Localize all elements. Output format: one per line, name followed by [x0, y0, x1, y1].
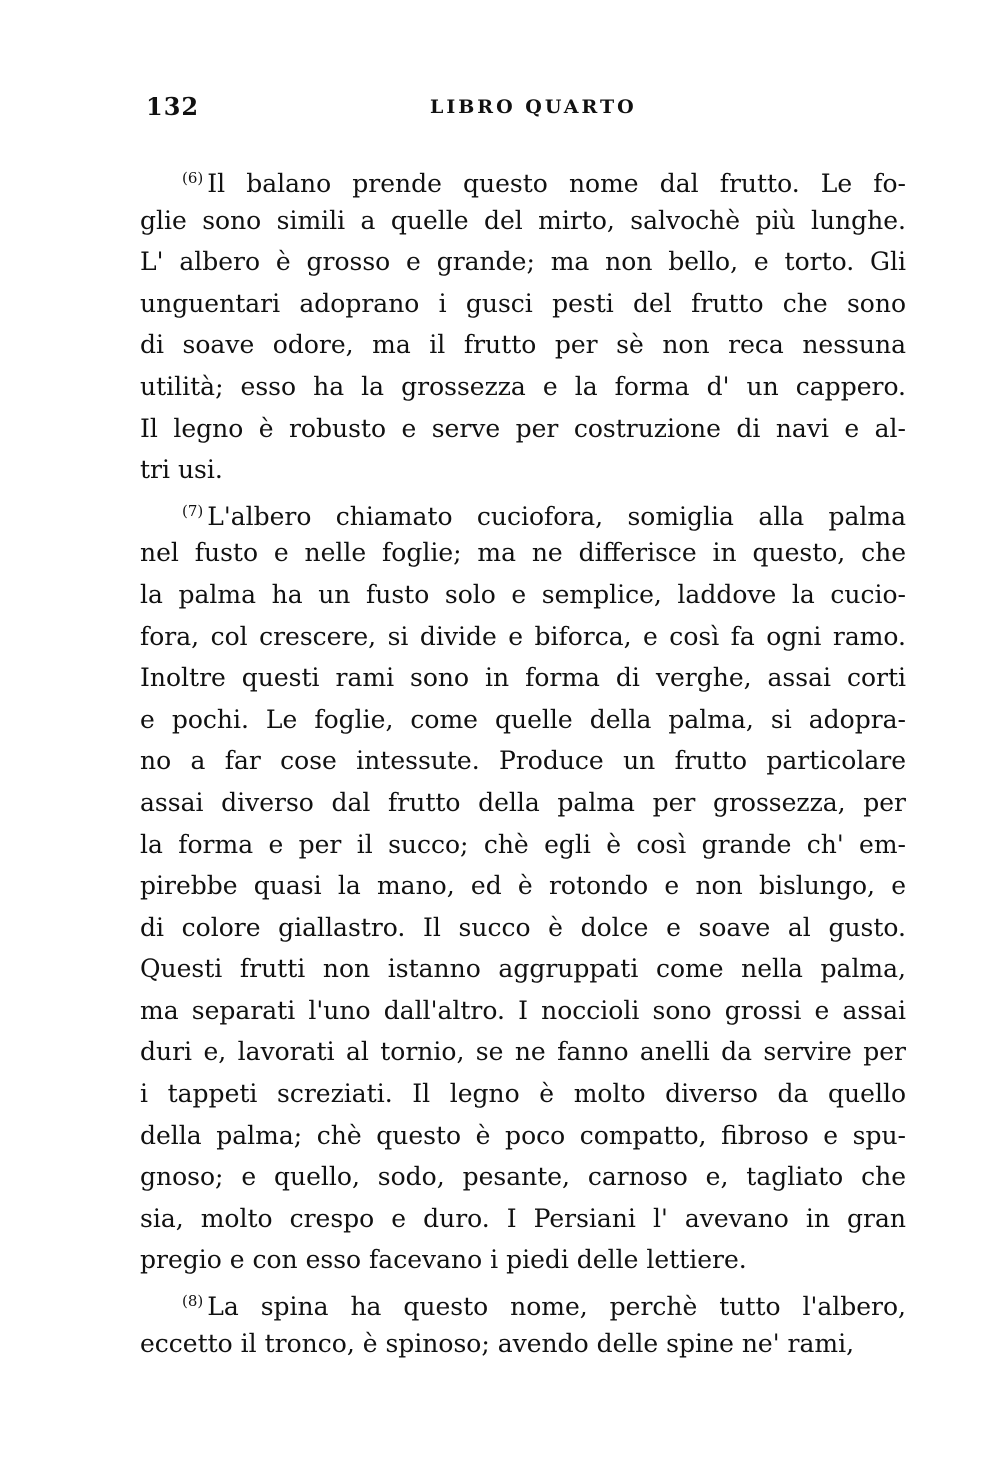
line-text: no a far cose intessute. Produce un frutto particolare — [140, 746, 906, 776]
text-line — [140, 990, 906, 1032]
text-line — [140, 865, 906, 907]
text-line — [140, 782, 906, 824]
text-line — [140, 1156, 906, 1198]
line-text: unguentari adoprano i gusci pesti del frutto che sono — [140, 288, 906, 318]
running-title: LIBRO QUARTO — [430, 96, 637, 118]
text-line — [140, 1073, 906, 1115]
line-text: Il balano prende questo nome dal frutto. Le fo- — [207, 169, 906, 198]
text-line — [140, 532, 906, 574]
text-line — [140, 657, 906, 699]
line-text: e pochi. Le foglie, come quelle della palma, si adopra- — [140, 704, 906, 734]
line-text: L'albero chiamato cuciofora, somiglia alla palma — [207, 501, 906, 531]
line-text: La spina ha questo nome, perchè tutto l'albero, — [207, 1292, 906, 1322]
text-line — [140, 1115, 906, 1157]
line-text: eccetto il tronco, è spinoso; avendo delle spine ne' rami, — [140, 1328, 855, 1358]
note-paragraph — [140, 491, 906, 1281]
line-text: pirebbe quasi la mano, ed è rotondo e non bislungo, e — [140, 871, 906, 901]
text-line — [140, 948, 906, 990]
text-line — [140, 241, 906, 283]
text-line — [140, 824, 906, 866]
text-line — [140, 1031, 906, 1073]
page-number: 132 — [146, 92, 200, 121]
line-text: Questi frutti non istanno aggruppati come nella palma, — [140, 954, 906, 984]
text-line — [140, 324, 906, 366]
line-text: utilità; esso ha la grossezza e la forma d' un cappero. — [140, 371, 906, 401]
footnotes-body — [140, 158, 906, 1364]
line-text: della palma; chè questo è poco compatto, fibroso e spu- — [140, 1120, 906, 1150]
text-line — [140, 366, 906, 408]
line-text: di colore giallastro. Il succo è dolce e soave al gusto. — [140, 912, 906, 942]
note-paragraph — [140, 158, 906, 491]
line-text: tri usi. — [140, 455, 223, 485]
text-line — [140, 699, 906, 741]
line-text: gnoso; e quello, sodo, pesante, carnoso e, tagliato che — [140, 1162, 906, 1192]
text-line — [140, 574, 906, 616]
line-text: fora, col crescere, si divide e biforca, e così fa ogni ramo. — [140, 621, 906, 651]
line-text: glie sono simili a quelle del mirto, salvochè più lunghe. — [140, 205, 906, 235]
line-text: assai diverso dal frutto della palma per grossezza, per — [140, 787, 906, 817]
note-marker: (6) — [182, 169, 204, 187]
text-line — [140, 1281, 906, 1323]
text-line — [140, 616, 906, 658]
line-text: Inoltre questi rami sono in forma di verghe, assai corti — [140, 663, 906, 693]
text-line — [140, 740, 906, 782]
text-line — [140, 491, 906, 533]
text-line — [140, 283, 906, 325]
line-text: sia, molto crespo e duro. I Persiani l' avevano in gran — [140, 1203, 906, 1233]
text-line — [140, 1239, 906, 1281]
note-marker: (8) — [182, 1292, 204, 1311]
note-marker: (7) — [182, 501, 204, 520]
line-text: nel fusto e nelle foglie; ma ne differisce in questo, che — [140, 538, 906, 568]
line-text: ma separati l'uno dall'altro. I noccioli sono grossi e assai — [140, 995, 906, 1025]
line-text: di soave odore, ma il frutto per sè non reca nessuna — [140, 330, 906, 360]
line-text: duri e, lavorati al tornio, se ne fanno anelli da servire per — [140, 1037, 906, 1067]
line-text: pregio e con esso facevano i piedi delle lettiere. — [140, 1245, 747, 1275]
text-line — [140, 200, 906, 242]
text-line — [140, 158, 906, 200]
line-text: Il legno è robusto e serve per costruzione di navi e al- — [140, 413, 906, 443]
note-paragraph — [140, 1281, 906, 1364]
line-text: i tappeti screziati. Il legno è molto diverso da quello — [140, 1079, 906, 1109]
text-line — [140, 1323, 906, 1365]
running-head — [140, 92, 910, 126]
line-text: la forma e per il succo; chè egli è così grande ch' em- — [140, 829, 906, 859]
text-line — [140, 907, 906, 949]
line-text: L' albero è grosso e grande; ma non bello, e torto. Gli — [140, 247, 906, 277]
text-line — [140, 408, 906, 450]
text-line — [140, 449, 906, 491]
text-line — [140, 1198, 906, 1240]
line-text: la palma ha un fusto solo e semplice, laddove la cucio- — [140, 579, 906, 609]
